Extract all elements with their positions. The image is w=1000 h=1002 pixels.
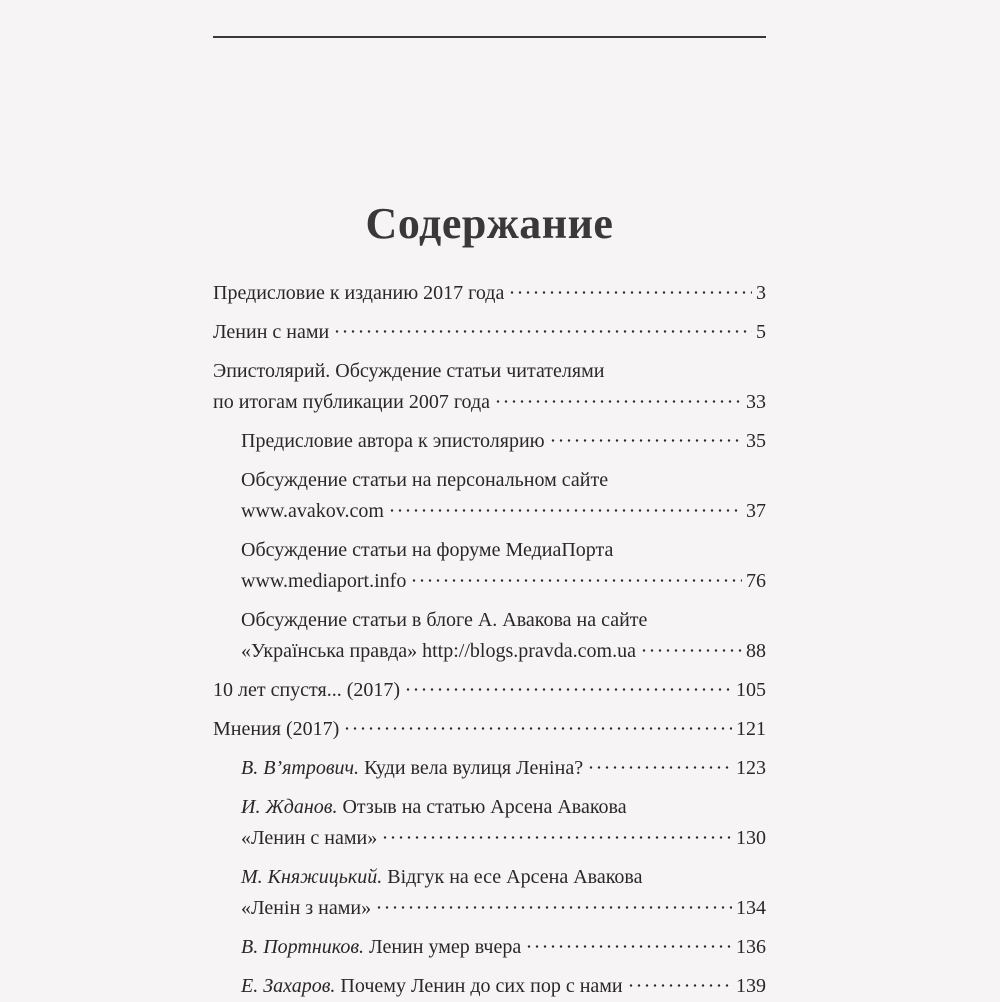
toc-entry-title: Предисловие автора к эпистолярию xyxy=(241,430,545,452)
toc-page-number: 134 xyxy=(736,897,766,919)
toc-entry-title-cont: «Ленін з нами» xyxy=(241,897,372,919)
toc-page-number: 130 xyxy=(736,827,766,849)
toc-entry[interactable] xyxy=(213,426,766,457)
toc-page-number: 35 xyxy=(746,430,766,452)
toc-entry-title: Ленин с нами xyxy=(213,321,330,343)
toc-page-number: 121 xyxy=(736,718,766,740)
toc-entry-title: Обсуждение статьи на форуме МедиаПорта xyxy=(241,539,614,561)
toc-entry-title-cont: «Ленин с нами» xyxy=(241,827,378,849)
table-of-contents xyxy=(213,278,766,1002)
toc-entry[interactable] xyxy=(213,465,766,527)
toc-page-number: 5 xyxy=(756,321,766,343)
dot-leader xyxy=(640,649,742,652)
toc-entry[interactable] xyxy=(213,971,766,1002)
dot-leader xyxy=(627,984,732,987)
toc-entry[interactable] xyxy=(213,317,766,348)
toc-entry-title-cont: по итогам публикации 2007 года xyxy=(213,391,491,413)
dot-leader xyxy=(343,727,732,730)
page-title: Содержание xyxy=(365,199,614,248)
toc-entry-author: В. В’ятрович. xyxy=(241,757,360,779)
toc-entry-title: Эпистолярий. Обсуждение статьи читателями xyxy=(213,360,605,382)
dot-leader xyxy=(381,836,732,839)
dot-leader xyxy=(388,509,742,512)
toc-entry[interactable] xyxy=(213,605,766,667)
toc-entry-title: Ленин умер вчера xyxy=(369,936,522,958)
toc-page-number: 105 xyxy=(736,679,766,701)
toc-page-number: 88 xyxy=(746,640,766,662)
toc-page-number: 76 xyxy=(746,570,766,592)
dot-leader xyxy=(587,766,732,769)
toc-entry[interactable] xyxy=(213,675,766,706)
toc-entry[interactable] xyxy=(213,356,766,418)
toc-page-number: 123 xyxy=(736,757,766,779)
toc-page-number: 33 xyxy=(746,391,766,413)
toc-entry[interactable] xyxy=(213,278,766,309)
dot-leader xyxy=(508,291,752,294)
toc-entry-title: Мнения (2017) xyxy=(213,718,340,740)
toc-entry-title: Обсуждение статьи в блоге А. Авакова на сайте xyxy=(241,609,648,631)
toc-entry-author: В. Портников. xyxy=(241,936,365,958)
dot-leader xyxy=(525,945,732,948)
toc-page-number: 139 xyxy=(736,975,766,997)
toc-entry-title-cont: www.avakov.com xyxy=(241,500,384,522)
toc-page-number: 136 xyxy=(736,936,766,958)
toc-entry-title: Відгук на есе Арсена Авакова xyxy=(387,866,643,888)
toc-entry[interactable] xyxy=(213,862,766,924)
toc-entry[interactable] xyxy=(213,792,766,854)
toc-page-number: 37 xyxy=(746,500,766,522)
dot-leader xyxy=(494,400,742,403)
toc-entry-title: 10 лет спустя... (2017) xyxy=(213,679,401,701)
toc-entry[interactable] xyxy=(213,535,766,597)
toc-entry-title: Куди вела вулиця Леніна? xyxy=(364,757,584,779)
toc-entry-title: Обсуждение статьи на персональном сайте xyxy=(241,469,609,491)
toc-entry[interactable] xyxy=(213,932,766,963)
toc-entry-title: Предисловие к изданию 2017 года xyxy=(213,282,505,304)
toc-entry-author: И. Жданов. xyxy=(241,796,338,818)
toc-entry-title: Почему Ленин до сих пор с нами xyxy=(340,975,623,997)
dot-leader xyxy=(549,439,742,442)
toc-entry[interactable] xyxy=(213,753,766,784)
dot-leader xyxy=(404,688,732,691)
dot-leader xyxy=(333,330,752,333)
dot-leader xyxy=(410,579,742,582)
toc-entry[interactable] xyxy=(213,714,766,745)
toc-entry-title: Отзыв на статью Арсена Авакова xyxy=(342,796,627,818)
dot-leader xyxy=(375,906,732,909)
toc-entry-title-cont: www.mediaport.info xyxy=(241,570,407,592)
top-rule xyxy=(213,36,766,38)
toc-entry-author: Е. Захаров. xyxy=(241,975,336,997)
toc-page-number: 3 xyxy=(756,282,766,304)
toc-entry-title-cont: «Українська правда» http://blogs.pravda.com.ua xyxy=(241,640,636,662)
toc-entry-author: М. Княжицький. xyxy=(241,866,383,888)
